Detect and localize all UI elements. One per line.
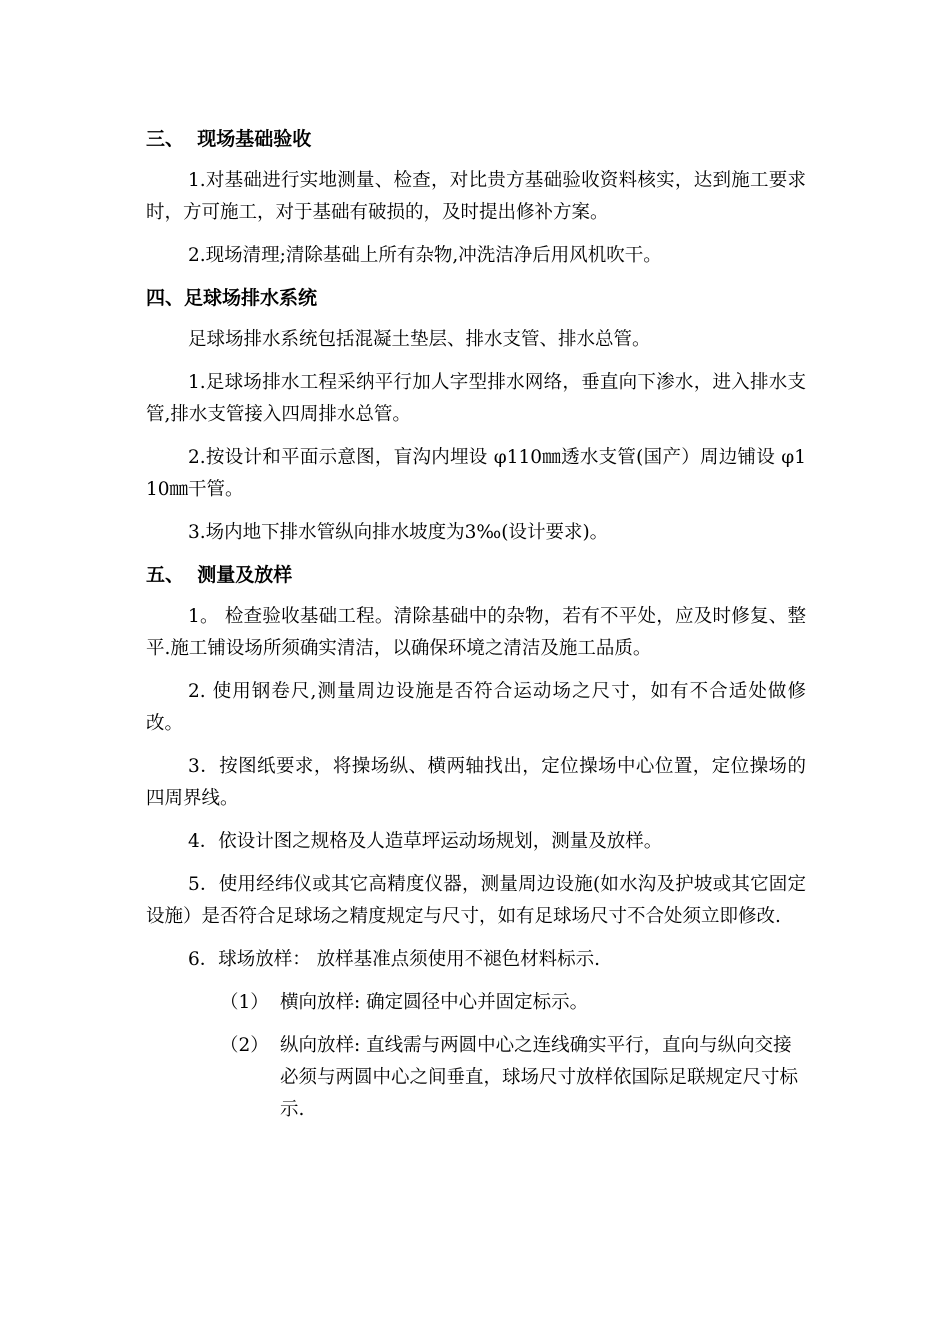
sub-item	[146, 987, 806, 1019]
sub-item-text: 纵向放样: 直线需与两圆中心之连线确实平行，直向与纵向交接必须与两圆中心之间垂直，球场尺寸放样依国际足联规定尺寸标示.	[280, 1035, 799, 1120]
sub-item-number: （2）	[220, 1035, 269, 1056]
paragraph: 1.足球场排水工程采纳平行加人字型排水网络，垂直向下渗水，进入排水支管,排水支管接入四周排水总管。	[146, 372, 806, 425]
section-heading-survey-and-layout: 五、 测量及放样	[146, 564, 293, 586]
paragraph: 6．球场放样： 放样基准点须使用不褪色材料标示.	[188, 949, 601, 970]
sub-item-text: 横向放样: 确定圆径中心并固定标示。	[280, 992, 589, 1013]
document-body	[146, 124, 806, 1126]
paragraph: 2.现场清理;清除基础上所有杂物,冲洗洁净后用风机吹干。	[188, 245, 662, 266]
sub-item-number: （1）	[220, 992, 269, 1013]
section-heading-site-foundation-acceptance: 三、 现场基础验收	[146, 128, 312, 150]
paragraph: 3.场内地下排水管纵向排水坡度为3‰(设计要求)。	[188, 522, 609, 543]
sub-item	[146, 1030, 806, 1126]
paragraph: 2. 使用钢卷尺,测量周边设施是否符合运动场之尺寸，如有不合适处做修改。	[146, 681, 806, 734]
section-heading-drainage-system: 四、足球场排水系统	[146, 287, 318, 309]
paragraph: 1。 检查验收基础工程。清除基础中的杂物，若有不平处，应及时修复、整平.施工铺设场所须确实清洁，以确保环境之清洁及施工品质。	[146, 606, 806, 659]
paragraph: 3．按图纸要求，将操场纵、横两轴找出，定位操场中心位置，定位操场的四周界线。	[146, 756, 806, 809]
paragraph: 4．依设计图之规格及人造草坪运动场规划，测量及放样。	[188, 831, 663, 852]
paragraph: 1.对基础进行实地测量、检查，对比贵方基础验收资料核实，达到施工要求时，方可施工，对于基础有破损的，及时提出修补方案。	[146, 170, 806, 223]
paragraph: 2.按设计和平面示意图，盲沟内埋设 φ110㎜透水支管(国产）周边铺设 φ110㎜干管。	[146, 447, 806, 500]
paragraph: 5．使用经纬仪或其它高精度仪器，测量周边设施(如水沟及护坡或其它固定设施）是否符合足球场之精度规定与尺寸，如有足球场尺寸不合处须立即修改.	[146, 874, 806, 927]
paragraph: 足球场排水系统包括混凝土垫层、排水支管、排水总管。	[188, 329, 651, 350]
